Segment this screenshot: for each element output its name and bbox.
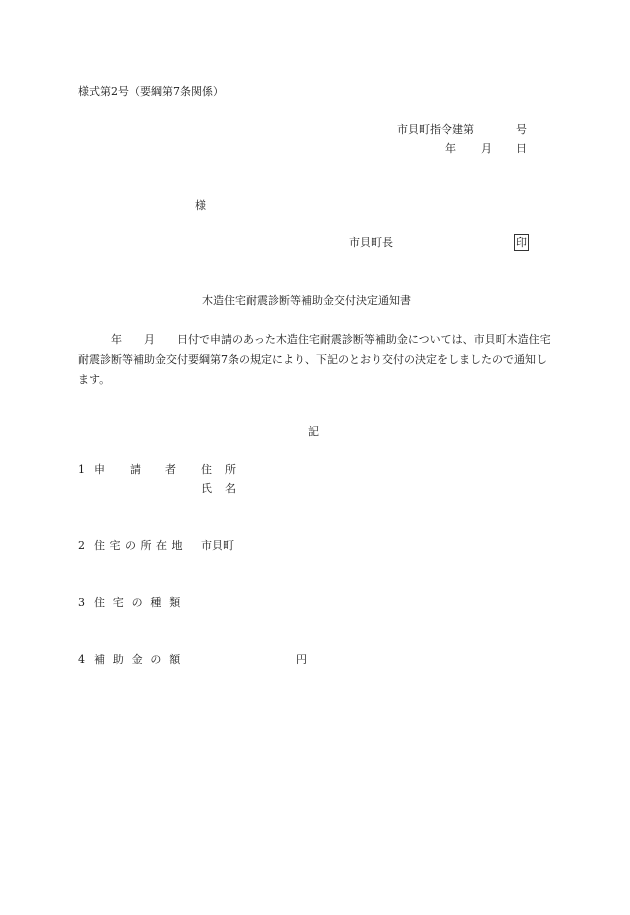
item-1-address-char-2: 所 (225, 463, 236, 476)
body-paragraph (78, 330, 552, 390)
item-2-value: 市貝町 (201, 539, 234, 552)
issuer-title: 市貝町長 (349, 236, 393, 249)
item-2-number: 2 (78, 539, 85, 552)
ki-marker: 記 (308, 425, 319, 438)
item-4-number: 4 (78, 653, 85, 666)
body-text: 日付で申請のあった木造住宅耐震診断等補助金については、市貝町木造住宅耐震診断等補助金交付要綱第7条の規定により、下記のとおり交付の決定をしましたので通知します。 (78, 333, 551, 386)
item-1-label-char-3: 者 (165, 463, 176, 476)
document-title: 木造住宅耐震診断等補助金交付決定通知書 (202, 294, 411, 307)
body-month: 月 (144, 333, 155, 346)
item-4-label: 補 助 金 の 額 (94, 653, 179, 666)
addressee-honorific: 様 (195, 199, 206, 212)
item-2-label: 住 宅 の 所 在 地 (94, 539, 183, 552)
body-year: 年 (111, 333, 122, 346)
item-3-label: 住 宅 の 種 類 (94, 596, 179, 609)
item-1-label-char-2: 請 (130, 463, 141, 476)
doc-number-suffix: 号 (516, 123, 527, 136)
item-1-name-char-2: 名 (225, 482, 236, 495)
seal-mark: 印 (516, 236, 527, 249)
date-day: 日 (516, 142, 527, 155)
form-label: 様式第2号（要綱第7条関係） (78, 85, 224, 98)
item-1-name-char-1: 氏 (201, 482, 212, 495)
doc-number-prefix: 市貝町指令建第 (397, 123, 474, 136)
item-4-unit: 円 (296, 653, 307, 666)
item-1-label-char-1: 申 (94, 463, 105, 476)
item-1-address-char-1: 住 (201, 463, 212, 476)
date-month: 月 (481, 142, 492, 155)
date-year: 年 (445, 142, 456, 155)
item-1-number: 1 (78, 463, 85, 476)
item-3-number: 3 (78, 596, 85, 609)
